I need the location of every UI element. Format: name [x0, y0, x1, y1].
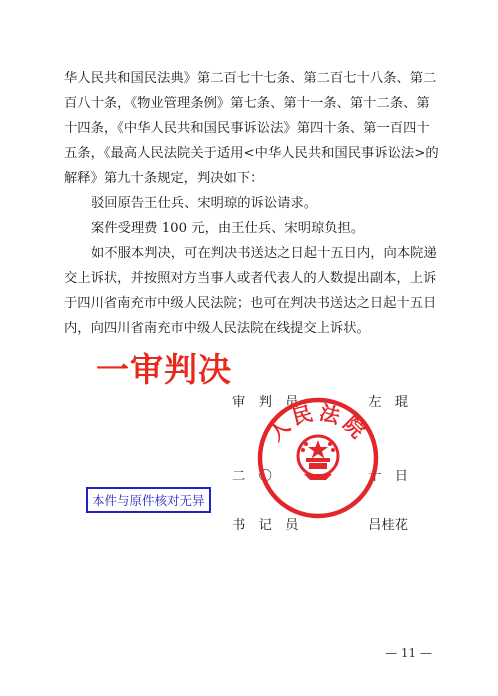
- date-left: 二 〇: [232, 469, 272, 484]
- national-emblem-icon: [298, 436, 338, 480]
- seal-text: 人民法院: [263, 400, 373, 446]
- text-line: 案件受理费 100 元，由王仕兵、宋明琼负担。: [91, 221, 365, 236]
- judge-name: 左 琨: [368, 395, 408, 410]
- text-line: 交上诉状，并按照对方当事人或者代表人的人数提出副本，上诉: [64, 271, 437, 286]
- svg-text:人民法院: [264, 400, 373, 445]
- first-instance-judgment-stamp: 一审判决: [96, 350, 232, 389]
- court-seal: [254, 394, 382, 522]
- clerk-name: 吕桂花: [368, 518, 408, 533]
- text-line: 华人民共和国民法典》第二百七十七条、第二百七十八条、第二: [64, 71, 437, 86]
- clerk-role: 书 记 员: [232, 518, 299, 533]
- date-right: 十 日: [368, 469, 408, 484]
- text-line: 如不服本判决，可在判决书送达之日起十五日内，向本院递: [91, 246, 437, 261]
- text-line: 于四川省南充市中级人民法院；也可在判决书送达之日起十五日: [64, 296, 437, 311]
- judge-role: 审 判 员: [232, 395, 299, 410]
- page-number: — 11 —: [385, 646, 432, 660]
- text-line: 驳回原告王仕兵、宋明琼的诉讼请求。: [91, 196, 318, 211]
- text-line: 五条，《最高人民法院关于适用<中华人民共和国民事诉讼法>的: [64, 146, 439, 161]
- text-line: 内，向四川省南充市中级人民法院在线提交上诉状。: [64, 321, 370, 336]
- text-line: 十四条，《中华人民共和国民事诉讼法》第四十条、第一百四十: [64, 121, 430, 136]
- judgment-text: [64, 66, 444, 341]
- text-line: 解释》第九十条规定，判决如下：: [64, 171, 264, 186]
- verification-stamp: 本件与原件核对无异: [86, 487, 211, 513]
- text-line: 百八十条，《物业管理条例》第七条、第十一条、第十二条、第: [64, 96, 430, 111]
